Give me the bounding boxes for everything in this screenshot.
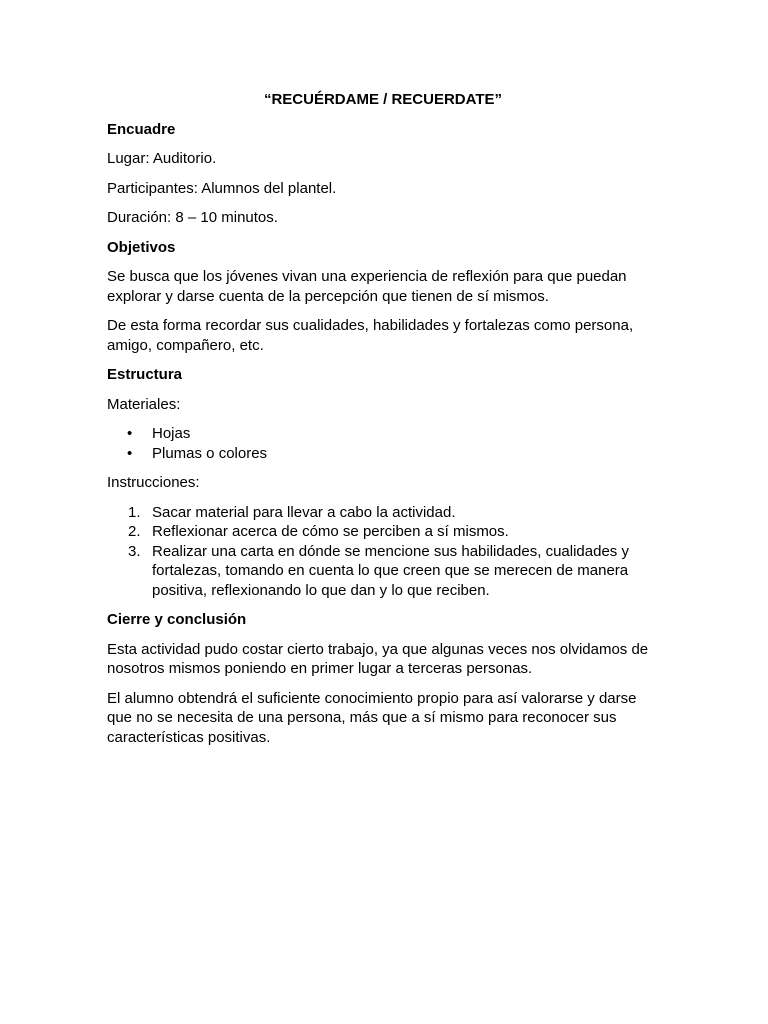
document-page xyxy=(107,90,659,757)
instrucciones-list xyxy=(107,503,659,601)
objetivos-paragraph-2: De esta forma recordar sus cualidades, habilidades y fortalezas como persona, amigo, compañero, etc. xyxy=(107,317,634,354)
list-item xyxy=(107,522,659,542)
list-item xyxy=(107,542,659,601)
cierre-paragraph-2: El alumno obtendrá el suficiente conocimiento propio para así valorarse y darse que no se necesita de una persona, más que a sí mismo para reconocer sus características positivas. xyxy=(107,689,637,746)
list-item xyxy=(107,424,659,444)
objetivos-paragraph-1: Se busca que los jóvenes vivan una experiencia de reflexión para que puedan explorar y darse cuenta de la percepción que tienen de sí mismos. xyxy=(107,268,627,305)
number-marker: 1. xyxy=(128,503,141,521)
bullet-marker: • xyxy=(127,444,133,462)
lugar-text: Lugar: Auditorio. xyxy=(107,150,217,167)
section-heading-encuadre: Encuadre xyxy=(107,120,176,138)
section-heading-estructura: Estructura xyxy=(107,366,183,383)
duracion-text: Duración: 8 – 10 minutos. xyxy=(107,209,278,226)
list-item xyxy=(107,444,659,464)
document-title: “RECUÉRDAME / RECUERDATE” xyxy=(263,91,503,108)
participantes-text: Participantes: Alumnos del plantel. xyxy=(107,179,337,197)
list-item-text: Realizar una carta en dónde se mencione sus habilidades, cualidades y fortalezas, tomando en cuenta lo que creen que se merecen de manera positiva, reflexionando lo que dan y lo que reciben. xyxy=(152,542,629,599)
list-item-text: Reflexionar acerca de cómo se perciben a sí mismos. xyxy=(152,523,509,540)
instrucciones-label: Instrucciones: xyxy=(107,474,200,491)
number-marker: 3. xyxy=(128,542,141,560)
materiales-label: Materiales: xyxy=(107,395,181,413)
list-item-text: Sacar material para llevar a cabo la actividad. xyxy=(152,503,456,521)
section-heading-objetivos: Objetivos xyxy=(107,238,176,256)
list-item-text: Plumas o colores xyxy=(152,444,268,462)
bullet-marker: • xyxy=(127,425,133,442)
list-item-text: Hojas xyxy=(152,425,191,442)
number-marker: 2. xyxy=(128,523,141,540)
list-item xyxy=(107,503,659,523)
cierre-paragraph-1: Esta actividad pudo costar cierto trabajo, ya que algunas veces nos olvidamos de nosotros mismos poniendo en primer lugar a terceras personas. xyxy=(107,640,649,677)
section-heading-cierre: Cierre y conclusión xyxy=(107,611,247,628)
materiales-list xyxy=(107,424,659,463)
